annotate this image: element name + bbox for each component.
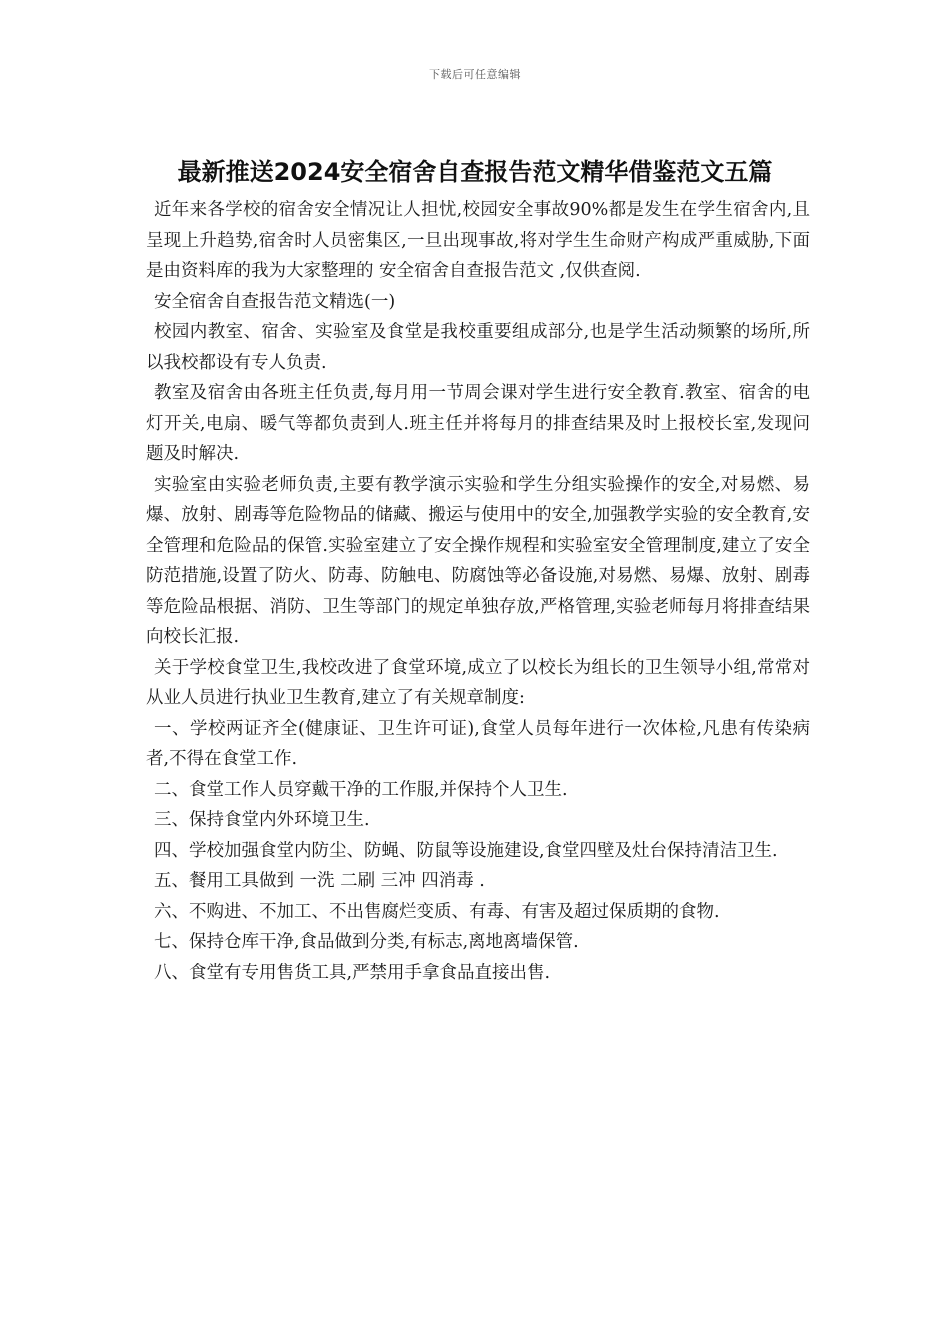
paragraph-intro: 近年来各学校的宿舍安全情况让人担忧,校园安全事故90%都是发生在学生宿舍内,且呈现上升趋势,宿舍时人员密集区,一旦出现事故,将对学生生命财产构成严重威胁,下面是由资料库的我为大家整理的 安全宿舍自查报告范文 ,仅供查阅. xyxy=(146,200,810,281)
header-note: 下载后可任意编辑 xyxy=(429,68,521,81)
paragraph-laboratory: 实验室由实验老师负责,主要有教学演示实验和学生分组实验操作的安全,对易燃、易爆、放射、剧毒等危险物品的储藏、搬运与使用中的安全,加强教学实验的安全教育,安全管理和危险品的保管.实验室建立了安全操作规程和实验室安全管理制度,建立了安全防范措施,设置了防火、防毒、防触电、防腐蚀等必备设施,对易燃、易爆、放射、剧毒等危险品根据、消防、卫生等部门的规定单独存放,严格管理,实验老师每月将排查结果向校长汇报. xyxy=(146,474,810,647)
list-item-4: 四、学校加强食堂内防尘、防蝇、防鼠等设施建设,食堂四壁及灶台保持清洁卫生. xyxy=(154,840,778,861)
document-body xyxy=(146,195,810,988)
list-item-3: 三、保持食堂内外环境卫生. xyxy=(154,810,370,830)
list-item-8: 八、食堂有专用售货工具,严禁用手拿食品直接出售. xyxy=(154,962,551,983)
paragraph-classroom-dorm: 教室及宿舍由各班主任负责,每月用一节周会课对学生进行安全教育.教室、宿舍的电灯开关,电扇、暖气等都负责到人.班主任并将每月的排查结果及时上报校长室,发现问题及时解决. xyxy=(146,383,810,464)
document-title: 最新推送2024安全宿舍自查报告范文精华借鉴范文五篇 xyxy=(177,158,773,186)
paragraph-canteen: 关于学校食堂卫生,我校改进了食堂环境,成立了以校长为组长的卫生领导小组,常常对从业人员进行执业卫生教育,建立了有关规章制度: xyxy=(146,657,810,708)
list-item-1: 一、学校两证齐全(健康证、卫生许可证),食堂人员每年进行一次体检,凡患有传染病者,不得在食堂工作. xyxy=(146,718,810,769)
list-item-2: 二、食堂工作人员穿戴干净的工作服,并保持个人卫生. xyxy=(154,779,568,800)
list-item-7: 七、保持仓库干净,食品做到分类,有标志,离地离墙保管. xyxy=(154,932,579,952)
paragraph-campus: 校园内教室、宿舍、实验室及食堂是我校重要组成部分,也是学生活动频繁的场所,所以我校都设有专人负责. xyxy=(146,322,810,373)
list-item-5: 五、餐用工具做到 一洗 二刷 三冲 四消毒 . xyxy=(154,871,485,891)
section-heading: 安全宿舍自查报告范文精选(一) xyxy=(154,291,396,312)
list-item-6: 六、不购进、不加工、不出售腐烂变质、有毒、有害及超过保质期的食物. xyxy=(154,901,720,922)
